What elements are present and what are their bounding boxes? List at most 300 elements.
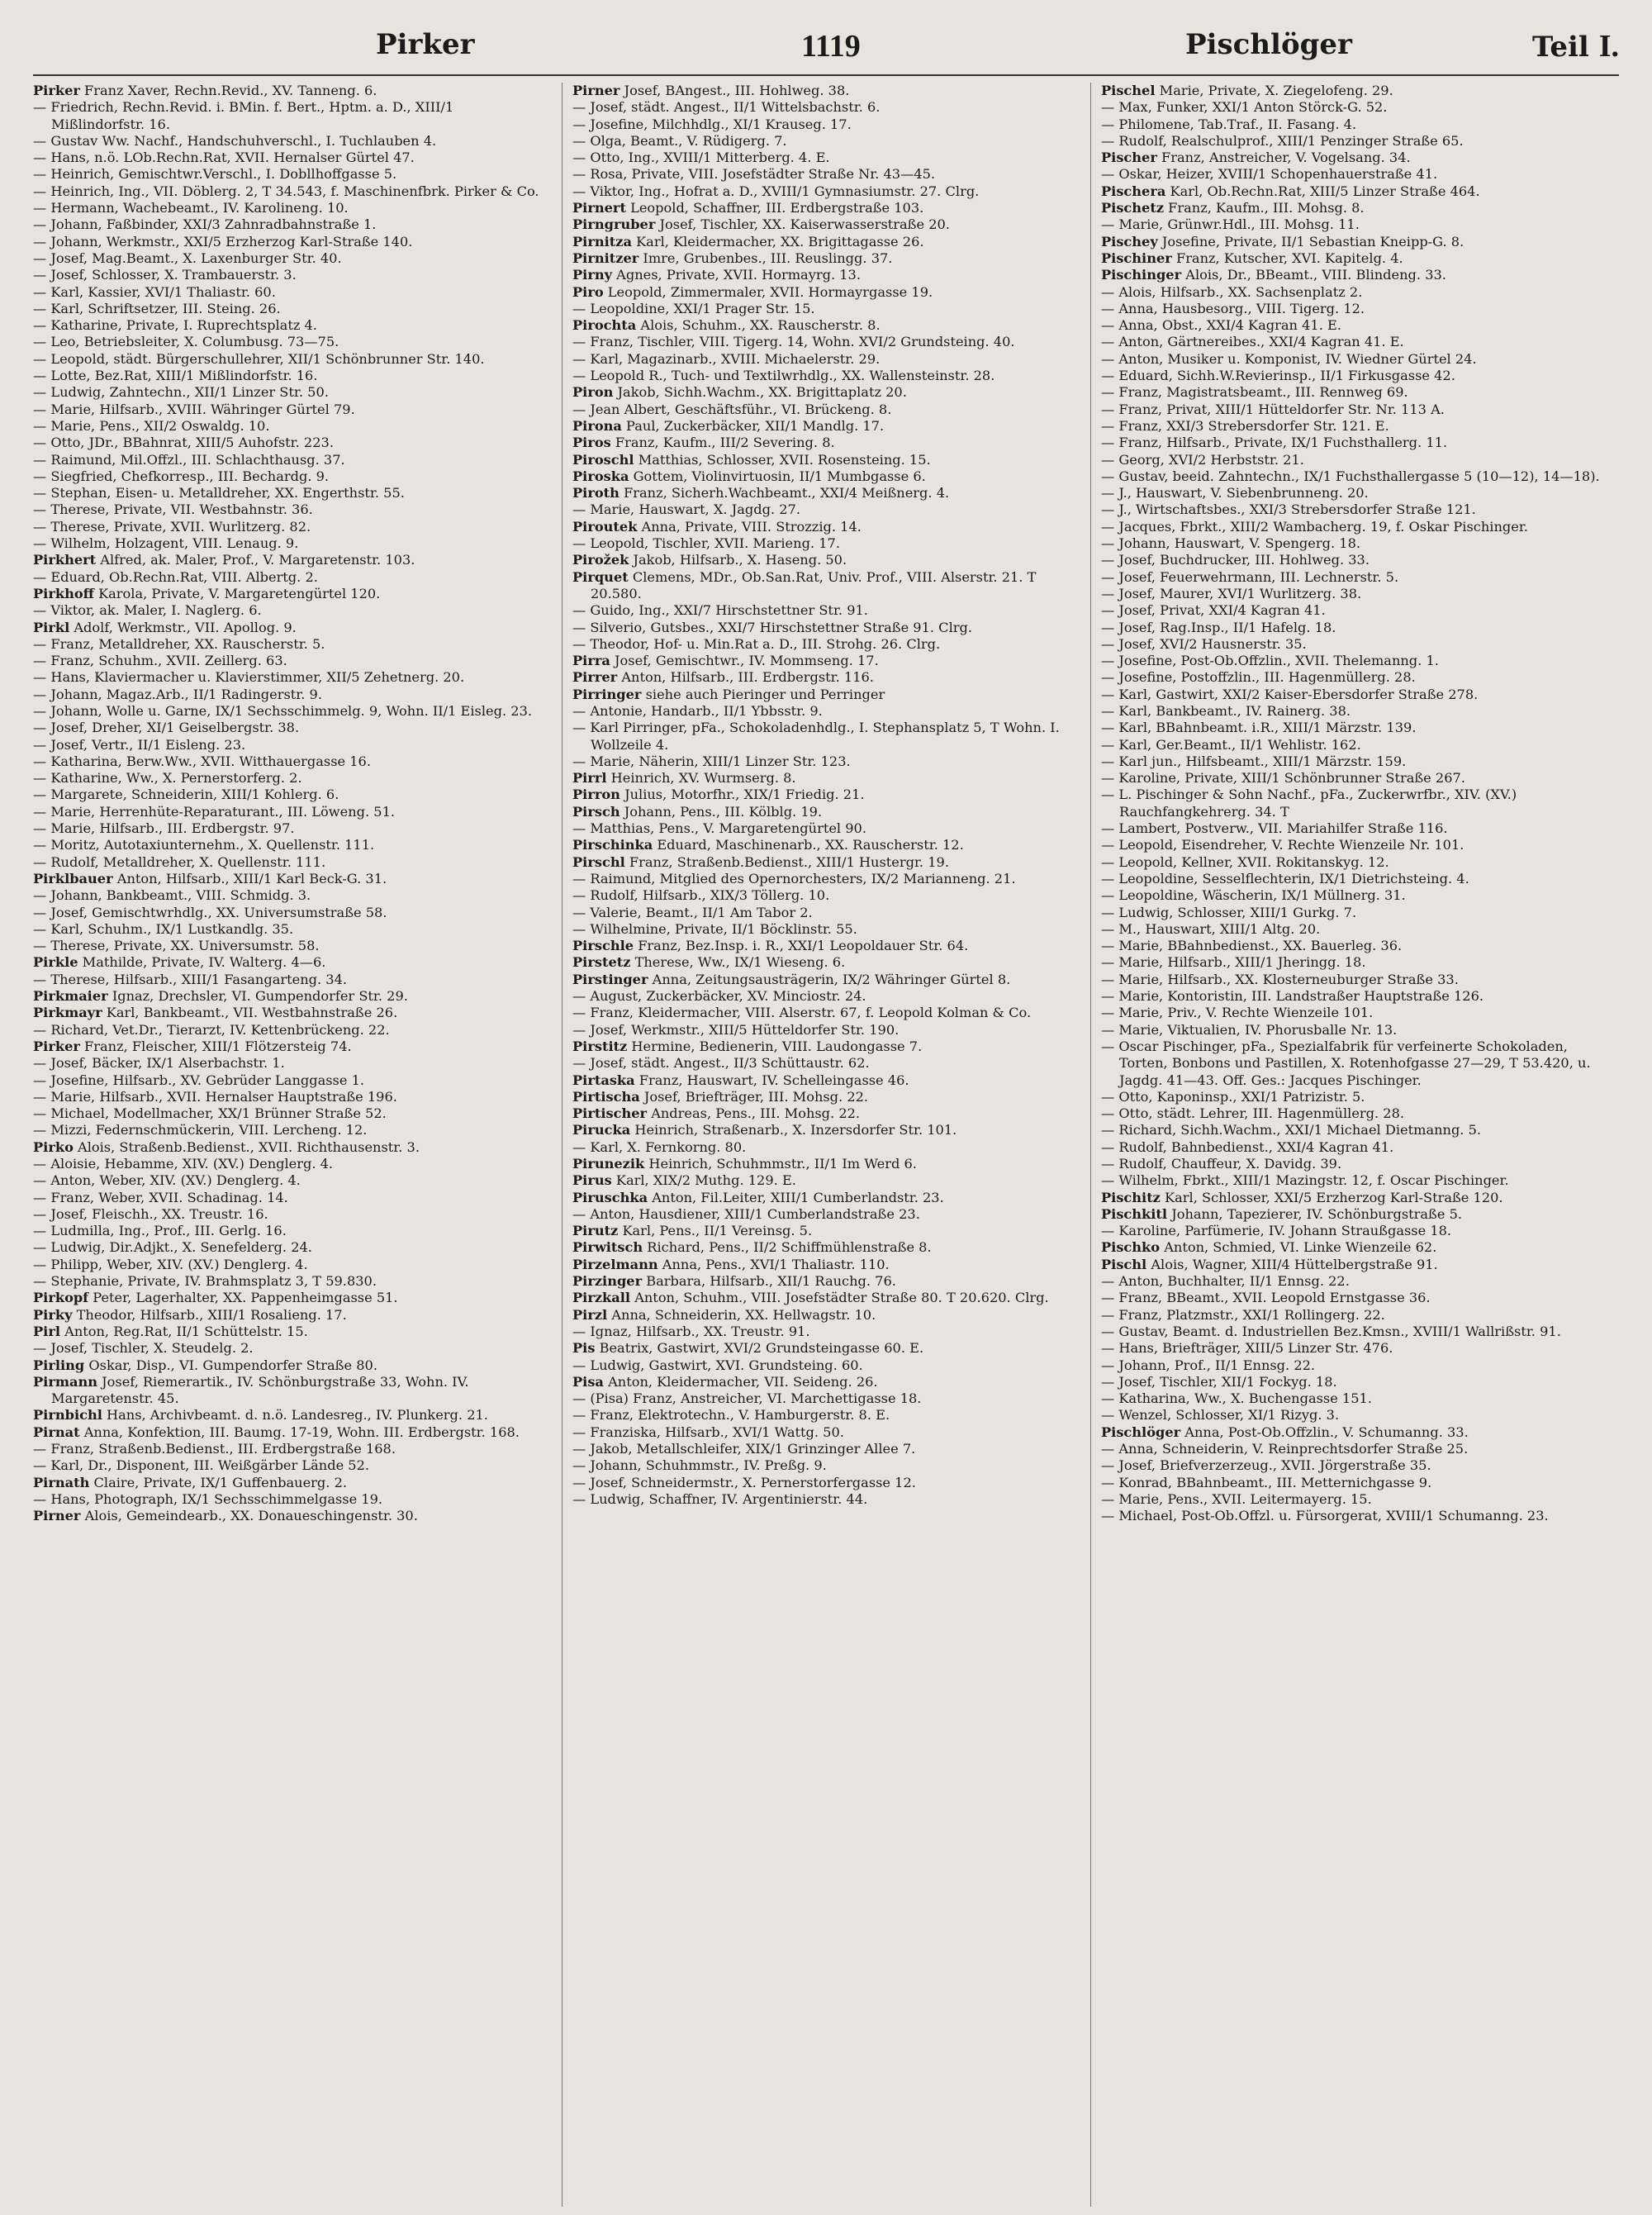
entry-surname: Pirstitz [572,1038,628,1054]
entry-details: — Franz, Magistratsbeamt., III. Rennweg 69. [1101,384,1408,401]
directory-entry [1101,687,1620,703]
part-label-number: I. [1598,29,1619,64]
entry-details: Matthias, Schlosser, XVII. Rosensteing. 15. [634,451,931,468]
entry-details: — Therese, Private, VII. Westbahnstr. 36. [33,501,313,518]
directory-entry [572,703,1073,720]
directory-entry [33,1307,544,1324]
directory-entry [572,1457,1073,1474]
directory-entry [1101,1022,1620,1039]
directory-entry [33,1441,544,1457]
entry-details: Franz, Anstreicher, V. Vogelsang. 34. [1156,150,1411,166]
entry-surname: Pirkmayr [33,1005,102,1021]
entry-details: — Katharine, Private, I. Ruprechtsplatz 4. [33,317,317,334]
entry-details: — Karl, BBahnbeamt. i.R., XIII/1 Märzstr. 139. [1101,720,1417,736]
entry-details: Theodor, Hilfsarb., XIII/1 Rosalieng. 17. [72,1306,347,1323]
directory-entry [33,468,544,485]
entry-surname: Pirtischa [572,1088,640,1105]
entry-details: Alois, Gemeindearb., XX. Donaueschingenstr. 30. [80,1508,418,1524]
entry-details: — Max, Funker, XXI/1 Anton Störck-G. 52. [1101,99,1388,116]
directory-entry [572,1475,1073,1491]
entry-surname: Pirochta [572,317,637,334]
entry-details: Franz, Bez.Insp. i. R., XXI/1 Leopoldauer Str. 64. [634,938,969,954]
directory-entry [33,1223,544,1239]
directory-entry [33,1324,544,1340]
directory-entry [1101,988,1620,1005]
entry-details: — Rudolf, Chauffeur, X. Davidg. 39. [1101,1156,1342,1172]
entry-details: — Wilhelmine, Private, II/1 Böcklinstr. 55. [572,920,857,937]
entry-details: — Josef, Buchdrucker, III. Hohlweg. 33. [1101,552,1370,568]
directory-entry [572,267,1073,283]
directory-entry [33,200,544,216]
entry-details: — Wenzel, Schlosser, XI/1 Rizyg. 3. [1101,1407,1340,1424]
directory-entry [33,703,544,720]
entry-surname: Pischetz [1101,200,1165,216]
directory-entry [33,1172,544,1189]
directory-entry [572,569,1073,603]
directory-entry [572,720,1073,753]
entry-details: Anna, Konfektion, III. Baumg. 17-19, Wohn. III. Erdbergstr. 168. [79,1424,520,1440]
entry-details: — Olga, Beamt., V. Rüdigerg. 7. [572,132,787,149]
directory-entry [1101,418,1620,435]
entry-details: siehe auch Pieringer und Perringer [641,686,885,702]
entry-details: Oskar, Disp., VI. Gumpendorfer Straße 80. [84,1357,377,1373]
entry-details: — Anton, Buchhalter, II/1 Ennsg. 22. [1101,1273,1350,1290]
entry-details: — Johann, Prof., II/1 Ennsg. 22. [1101,1357,1316,1373]
entry-surname: Pirtischer [572,1105,648,1122]
entry-details: Josef, BAngest., III. Hohlweg. 38. [620,83,850,98]
entry-details: Josef, Gemischtwr., IV. Mommseng. 17. [610,653,879,669]
directory-entry [33,954,544,971]
directory-entry [1101,1039,1620,1089]
directory-entry [33,602,544,619]
directory-entry [1101,1407,1620,1424]
directory-entry [1101,468,1620,485]
directory-columns [33,83,1619,2207]
directory-entry [1101,485,1620,501]
entry-details: — Hermann, Wachebeamt., IV. Karolineng. 10. [33,200,349,216]
directory-entry [1101,435,1620,451]
directory-entry [1101,669,1620,686]
entry-details: — Marie, Grünwr.Hdl., III. Mohsg. 11. [1101,216,1360,233]
directory-entry [1101,1223,1620,1239]
entry-details: Therese, Ww., IX/1 Wieseng. 6. [630,954,846,971]
directory-entry [33,1407,544,1424]
entry-details: — Josef, Gemischtwrhdlg., XX. Universumstraße 58. [33,904,387,920]
entry-details: Franz, Hauswart, IV. Schelleingasse 46. [634,1072,909,1088]
entry-details: Peter, Lagerhalter, XX. Pappenheimgasse 51. [88,1290,398,1306]
directory-entry [1101,887,1620,904]
entry-details: Beatrix, Gastwirt, XVI/2 Grundsteingasse 60. E. [595,1340,924,1357]
directory-entry [33,150,544,166]
entry-details: Karl, Bankbeamt., VII. Westbahnstraße 26. [102,1005,398,1021]
directory-column-3 [1090,83,1620,2207]
entry-surname: Pirzl [572,1306,608,1323]
entry-details: — Ludwig, Schlosser, XIII/1 Gurkg. 7. [1101,904,1357,920]
entry-details: — (Pisa) Franz, Anstreicher, VI. Marchettigasse 18. [572,1390,922,1407]
directory-entry [33,519,544,535]
entry-details: Anton, Reg.Rat, II/1 Schüttelstr. 15. [60,1323,308,1339]
entry-details: — Anton, Gärtnereibes., XXI/4 Kagran 41. E. [1101,334,1404,350]
entry-details: — Leopold, Eisendreher, V. Rechte Wienzeile Nr. 101. [1101,837,1464,853]
entry-details: — Rudolf, Metalldreher, X. Quellenstr. 111. [33,853,326,870]
directory-entry [1101,770,1620,787]
entry-details: Anton, Schuhm., VIII. Josefstädter Straße 80. T 20.620. Clrg. [630,1290,1049,1306]
directory-entry [572,1357,1073,1374]
entry-details: — Katharina, Berw.Ww., XVII. Witthauergasse 16. [33,753,371,769]
entry-details: — Ludwig, Gastwirt, XVI. Grundsteing. 60. [572,1357,863,1373]
entry-details: — Franz, Kleidermacher, VIII. Alserstr. 67, f. Leopold Kolman & Co. [572,1005,1032,1021]
entry-details: — Leopold R., Tuch- und Textilwrhdlg., XX. Wallensteinstr. 28. [572,368,995,384]
entry-details: — Lotte, Bez.Rat, XIII/1 Mißlindorfstr. 16. [33,368,318,384]
entry-surname: Pirkhert [33,552,97,568]
directory-entry [33,737,544,753]
entry-details: — Silverio, Gutsbes., XXI/7 Hirschstettner Straße 91. Clrg. [572,619,972,635]
entry-details: Anna, Private, VIII. Strozzig. 14. [637,518,862,535]
entry-details: Gottem, Violinvirtuosin, II/1 Mumbgasse 6. [629,468,926,484]
directory-entry [33,804,544,820]
entry-details: — Jakob, Metallschleifer, XIX/1 Grinzinger Allee 7. [572,1441,916,1457]
entry-details: — Moritz, Autotaxiunternehm., X. Quellenstr. 111. [33,837,375,853]
entry-details: — Otto, Kaponinsp., XXI/1 Patrizistr. 5. [1101,1088,1365,1105]
entry-details: — Therese, Private, XX. Universumstr. 58. [33,938,320,954]
directory-entry [572,200,1073,216]
directory-entry [33,620,544,636]
directory-entry [33,586,544,602]
directory-entry [33,418,544,435]
entry-details: — Antonie, Handarb., II/1 Ybbsstr. 9. [572,702,823,719]
directory-entry [1101,133,1620,150]
entry-details: Jakob, Sichh.Wachm., XX. Brigittaplatz 20. [613,384,907,401]
directory-entry [1101,737,1620,753]
directory-entry [1101,602,1620,619]
entry-surname: Pirnat [33,1424,80,1440]
entry-details: — Oskar, Heizer, XVIII/1 Schopenhauerstraße 41. [1101,166,1438,183]
entry-surname: Pirnbichl [33,1407,102,1424]
entry-surname: Pirky [33,1306,73,1323]
entry-details: Karl, Kleidermacher, XX. Brigittagasse 26. [631,233,924,250]
entry-surname: Piron [572,384,614,401]
entry-details: — Alois, Hilfsarb., XX. Sachsenplatz 2. [1101,283,1363,300]
directory-entry [572,1239,1073,1256]
directory-entry [33,501,544,518]
entry-details: — Franz, BBeamt., XVII. Leopold Ernstgasse 36. [1101,1290,1431,1306]
directory-entry [1101,569,1620,586]
entry-details: — Anna, Hausbesorg., VIII. Tigerg. 12. [1101,300,1365,316]
entry-details: — Ludwig, Zahntechn., XII/1 Linzer Str. 50. [33,384,329,401]
entry-details: — Marie, Herrenhüte-Reparaturant., III. Löweng. 51. [33,803,396,820]
entry-surname: Pirstetz [572,954,631,971]
entry-details: — Stephanie, Private, IV. Brahmsplatz 3, T 59.830. [33,1273,377,1290]
entry-details: — Konrad, BBahnbeamt., III. Metternichgasse 9. [1101,1474,1432,1490]
entry-details: — Karl jun., Hilfsbeamt., XIII/1 Märzstr. 159. [1101,753,1407,769]
directory-entry [33,938,544,954]
entry-details: — Johann, Faßbinder, XXI/3 Zahnradbahnstraße 1. [33,216,377,233]
directory-entry [572,837,1073,853]
directory-entry [572,753,1073,770]
entry-surname: Pischl [1101,1256,1147,1272]
entry-details: — Johann, Schuhmmstr., IV. Preßg. 9. [572,1457,827,1474]
entry-details: — Karl, Ger.Beamt., II/1 Wehlistr. 162. [1101,736,1361,753]
entry-surname: Pirko [33,1138,74,1155]
entry-details: Claire, Private, IX/1 Guffenbauerg. 2. [89,1474,348,1490]
entry-surname: Pirrer [572,669,618,686]
directory-entry [33,351,544,368]
entry-surname: Pirunezik [572,1156,645,1172]
directory-entry [572,921,1073,938]
entry-surname: Piroschl [572,451,634,468]
entry-details: — Karl, Schuhm., IX/1 Lustkandlg. 35. [33,920,294,937]
entry-details: — Marie, Pens., XVII. Leitermayerg. 15. [1101,1490,1372,1507]
directory-entry [572,1039,1073,1055]
entry-details: — Georg, XVI/2 Herbststr. 21. [1101,451,1304,468]
directory-entry [572,133,1073,150]
directory-entry [1101,703,1620,720]
entry-surname: Pirzinger [572,1273,643,1290]
entry-surname: Pirnert [572,200,626,216]
entry-details: — Hans, Photograph, IX/1 Sechsschimmelgasse 19. [33,1490,383,1507]
entry-details: — Anton, Musiker u. Komponist, IV. Wiedner Gürtel 24. [1101,350,1477,367]
entry-details: — Karl Pirringer, pFa., Schokoladenhdlg., I. Stephansplatz 5, T Wohn. I. Wollzeile 4. [572,720,1060,753]
entry-details: — Franz, Elektrotechn., V. Hamburgerstr. 8. E. [572,1407,890,1424]
entry-surname: Pirkl [33,619,70,635]
entry-surname: Pirra [572,653,610,669]
entry-details: — Ludwig, Dir.Adjkt., X. Senefelderg. 24. [33,1239,312,1256]
entry-details: — Rudolf, Bahnbedienst., XXI/4 Kagran 41. [1101,1138,1394,1155]
entry-details: Imre, Grubenbes., III. Reuslingg. 37. [638,250,893,266]
directory-entry [1101,267,1620,283]
entry-details: Barbara, Hilfsarb., XII/1 Rauchg. 76. [642,1273,896,1290]
entry-details: — Katharina, Ww., X. Buchengasse 151. [1101,1390,1372,1407]
directory-entry [572,552,1073,568]
directory-entry [33,653,544,669]
entry-details: — Katharine, Ww., X. Pernerstorferg. 2. [33,770,302,787]
directory-entry [33,552,544,568]
entry-details: — Johann, Hauswart, V. Spengerg. 18. [1101,535,1361,552]
directory-entry [33,267,544,283]
directory-entry [572,636,1073,653]
directory-entry [1101,1239,1620,1256]
entry-surname: Pischera [1101,183,1166,199]
directory-entry [33,535,544,552]
directory-entry [572,887,1073,904]
directory-entry [1101,1105,1620,1122]
directory-entry [572,166,1073,183]
entry-surname: Pirnath [33,1474,90,1490]
directory-entry [572,972,1073,988]
entry-details: Karl, Pens., II/1 Vereinsg. 5. [618,1223,813,1239]
directory-entry [572,535,1073,552]
entry-details: Alois, Dr., BBeamt., VIII. Blindeng. 33. [1181,267,1446,283]
directory-entry [33,1491,544,1508]
directory-entry [1101,787,1620,820]
entry-details: — Josefine, Hilfsarb., XV. Gebrüder Langgasse 1. [33,1072,365,1088]
entry-details: — Franz, XXI/3 Strebersdorfer Str. 121. E. [1101,417,1389,434]
entry-details: — Rosa, Private, VIII. Josefstädter Straße Nr. 43—45. [572,166,936,183]
directory-entry [572,1139,1073,1156]
entry-details: — Siegfried, Chefkorresp., III. Bechardg. 9. [33,468,330,484]
directory-entry [33,972,544,988]
entry-details: — Karl, Schriftsetzer, III. Steing. 26. [33,300,281,316]
entry-details: — Johann, Werkmstr., XXI/5 Erzherzog Karl-Straße 140. [33,233,413,250]
entry-details: — Hans, n.ö. LOb.Rechn.Rat, XVII. Hernalser Gürtel 47. [33,150,415,166]
entry-details: — Josef, Dreher, XI/1 Geiselbergstr. 38. [33,720,300,736]
entry-details: — Michael, Modellmacher, XX/1 Brünner Straße 52. [33,1105,387,1122]
entry-details: — Leo, Betriebsleiter, X. Columbusg. 73—75. [33,334,339,350]
entry-details: — Rudolf, Hilfsarb., XIX/3 Töllerg. 10. [572,887,830,904]
directory-entry [33,435,544,451]
directory-entry [1101,200,1620,216]
entry-surname: Pirožek [572,552,629,568]
entry-details: — Ludwig, Schaffner, IV. Argentinierstr. 44. [572,1490,868,1507]
entry-surname: Pirron [572,787,620,803]
entry-details: — Leopoldine, Wäscherin, IX/1 Müllnerg. 31. [1101,887,1406,904]
entry-details: — Therese, Hilfsarb., XIII/1 Fasangarteng. 34. [33,971,348,987]
directory-entry [572,804,1073,820]
directory-entry [1101,234,1620,250]
directory-entry [572,620,1073,636]
directory-entry [1101,284,1620,301]
directory-entry [1101,501,1620,518]
directory-entry [33,216,544,233]
entry-details: — Josef, Bäcker, IX/1 Alserbachstr. 1. [33,1055,285,1072]
directory-entry [572,1055,1073,1072]
directory-entry [572,485,1073,501]
entry-details: — August, Zuckerbäcker, XV. Minciostr. 24. [572,988,866,1005]
entry-details: Franz, Sicherh.Wachbeamt., XXI/4 Meißnerg. 4. [619,485,950,501]
header-last-name: Pischlöger [1185,28,1352,61]
directory-entry [33,1457,544,1474]
directory-entry [1101,1139,1620,1156]
entry-details: — Josef, Mag.Beamt., X. Laxenburger Str. 40. [33,250,342,266]
directory-entry [1101,384,1620,401]
directory-column-1 [33,83,544,2207]
directory-entry [572,854,1073,871]
directory-entry [33,921,544,938]
directory-entry [572,1340,1073,1357]
entry-surname: Piro [572,283,604,300]
directory-entry [1101,636,1620,653]
directory-entry [1101,1206,1620,1223]
entry-surname: Pirkmaier [33,988,108,1005]
directory-entry [33,887,544,904]
entry-details: — Josef, städt. Angest., II/3 Schüttaustr. 62. [572,1055,870,1072]
entry-surname: Pirschle [572,938,634,954]
directory-entry [572,687,1073,703]
directory-entry [1101,1390,1620,1407]
directory-entry [1101,166,1620,183]
entry-details: — Viktor, ak. Maler, I. Naglerg. 6. [33,602,262,619]
entry-surname: Pischlöger [1101,1424,1181,1440]
entry-surname: Piroska [572,468,629,484]
directory-entry [1101,1005,1620,1021]
entry-details: — Mizzi, Federnschmückerin, VIII. Lercheng. 12. [33,1122,368,1138]
entry-surname: Pirner [33,1508,81,1524]
entry-details: — Josef, Rag.Insp., II/1 Hafelg. 18. [1101,619,1336,635]
entry-surname: Pirwitsch [572,1239,643,1256]
entry-details: Heinrich, Schuhmmstr., II/1 Im Werd 6. [644,1156,917,1172]
entry-surname: Pirmann [33,1373,98,1390]
entry-details: — Franziska, Hilfsarb., XVI/1 Wattg. 50. [572,1424,844,1440]
entry-surname: Pirling [33,1357,85,1373]
entry-details: Clemens, MDr., Ob.San.Rat, Univ. Prof., VIII. Alserstr. 21. T 20.580. [591,568,1037,601]
directory-entry [33,1022,544,1039]
entry-details: — Richard, Sichh.Wachm., XXI/1 Michael Dietmanng. 5. [1101,1122,1482,1138]
entry-surname: Pirner [572,83,620,98]
directory-entry [1101,1290,1620,1306]
directory-entry [33,669,544,686]
entry-details: — Karl, Dr., Disponent, III. Weißgärber Lände 52. [33,1457,370,1474]
directory-entry [1101,351,1620,368]
directory-entry [1101,921,1620,938]
entry-details: Alois, Schuhm., XX. Rauscherstr. 8. [636,317,881,334]
entry-surname: Piroth [572,485,620,501]
entry-details: Leopold, Zimmermaler, XVII. Hormayrgasse 19. [603,283,933,300]
entry-surname: Pischko [1101,1239,1161,1256]
directory-entry [572,1223,1073,1239]
entry-details: — M., Hauswart, XIII/1 Altg. 20. [1101,920,1321,937]
entry-details: — Josef, Feuerwehrmann, III. Lechnerstr. 5. [1101,568,1399,585]
entry-details: Karl, Schlosser, XXI/5 Erzherzog Karl-Straße 120. [1160,1189,1503,1205]
entry-details: — Gustav Ww. Nachf., Handschuhverschl., I. Tuchlauben 4. [33,132,437,149]
entry-surname: Pirringer [572,686,642,702]
entry-details: — Marie, Näherin, XIII/1 Linzer Str. 123. [572,753,851,769]
directory-entry [572,602,1073,619]
entry-details: Anna, Pens., XVI/1 Thaliastr. 110. [657,1256,890,1272]
directory-entry [1101,1491,1620,1508]
directory-entry [33,1239,544,1256]
entry-details: Alfred, ak. Maler, Prof., V. Margaretenstr. 103. [96,552,415,568]
directory-entry [1101,954,1620,971]
directory-entry [33,569,544,586]
entry-details: Eduard, Maschinenarb., XX. Rauscherstr. 12. [653,837,964,853]
directory-entry [572,334,1073,350]
directory-entry [1101,552,1620,568]
entry-details: — Ignaz, Hilfsarb., XX. Treustr. 91. [572,1323,810,1339]
entry-details: — Anton, Hausdiener, XIII/1 Cumberlandstraße 23. [572,1205,920,1222]
entry-details: — Josefine, Post-Ob.Offzlin., XVII. Thelemanng. 1. [1101,653,1439,669]
entry-details: Franz Xaver, Rechn.Revid., XV. Tanneng. 6. [79,83,377,98]
directory-entry [1101,1357,1620,1374]
entry-surname: Pirutz [572,1223,619,1239]
entry-details: — Jacques, Fbrkt., XIII/2 Wambacherg. 19, f. Oskar Pischinger. [1101,518,1528,535]
entry-surname: Pischer [1101,150,1157,166]
directory-entry [1101,653,1620,669]
directory-entry [572,83,1073,99]
entry-details: — J., Wirtschaftsbes., XXI/3 Strebersdorfer Straße 121. [1101,501,1476,518]
directory-entry [1101,301,1620,317]
entry-details: — Josefine, Milchhdlg., XI/1 Krauseg. 17. [572,116,852,132]
entry-details: — Heinrich, Ing., VII. Döblerg. 2, T 34.543, f. Maschinenfbrk. Pirker & Co. [33,183,539,199]
entry-details: — Josef, Schlosser, X. Trambauerstr. 3. [33,267,297,283]
entry-details: — Anna, Schneiderin, V. Reinprechtsdorfer Straße 25. [1101,1441,1469,1457]
directory-entry [1101,250,1620,267]
directory-entry [33,368,544,384]
directory-entry [1101,586,1620,602]
directory-entry [1101,753,1620,770]
entry-details: — Marie, Kontoristin, III. Landstraßer Hauptstraße 126. [1101,988,1484,1005]
entry-details: Jakob, Hilfsarb., X. Haseng. 50. [629,552,847,568]
entry-surname: Pirsch [572,803,620,820]
entry-details: Adolf, Werkmstr., VII. Apollog. 9. [69,619,297,635]
directory-entry [33,83,544,99]
directory-entry [572,216,1073,233]
directory-entry [572,1122,1073,1138]
directory-entry [572,653,1073,669]
directory-entry [33,770,544,787]
entry-details: — Otto, städt. Lehrer, III. Hagenmüllerg. 28. [1101,1105,1405,1122]
directory-entry [572,384,1073,401]
directory-entry [1101,1374,1620,1390]
